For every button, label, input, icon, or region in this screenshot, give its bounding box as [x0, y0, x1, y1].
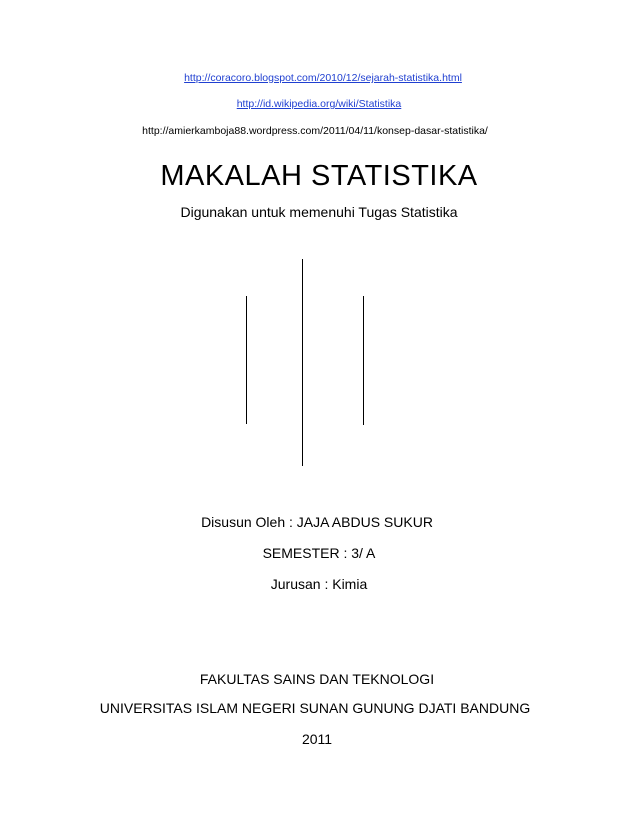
decorative-vertical-line-left [246, 296, 247, 424]
major-line: Jurusan : Kimia [270, 576, 368, 592]
reference-text-amierkamboja: http://amierkamboja88.wordpress.com/2011/04/11/konsep-dasar-statistika/ [142, 125, 488, 137]
document-year: 2011 [301, 731, 333, 747]
semester-line: SEMESTER : 3/ A [262, 545, 376, 561]
decorative-vertical-line-right [363, 296, 364, 425]
document-title: MAKALAH STATISTIKA [160, 160, 478, 192]
university-name: UNIVERSITAS ISLAM NEGERI SUNAN GUNUNG DJATI BANDUNG [99, 700, 531, 716]
reference-link-coracoro[interactable]: http://coracoro.blogspot.com/2010/12/sejarah-statistika.html [184, 72, 462, 84]
decorative-vertical-line-center [302, 259, 303, 466]
author-line: Disusun Oleh : JAJA ABDUS SUKUR [201, 514, 433, 530]
faculty-name: FAKULTAS SAINS DAN TEKNOLOGI [199, 671, 435, 687]
document-subtitle: Digunakan untuk memenuhi Tugas Statistika [180, 204, 458, 220]
reference-link-wikipedia[interactable]: http://id.wikipedia.org/wiki/Statistika [236, 98, 402, 110]
